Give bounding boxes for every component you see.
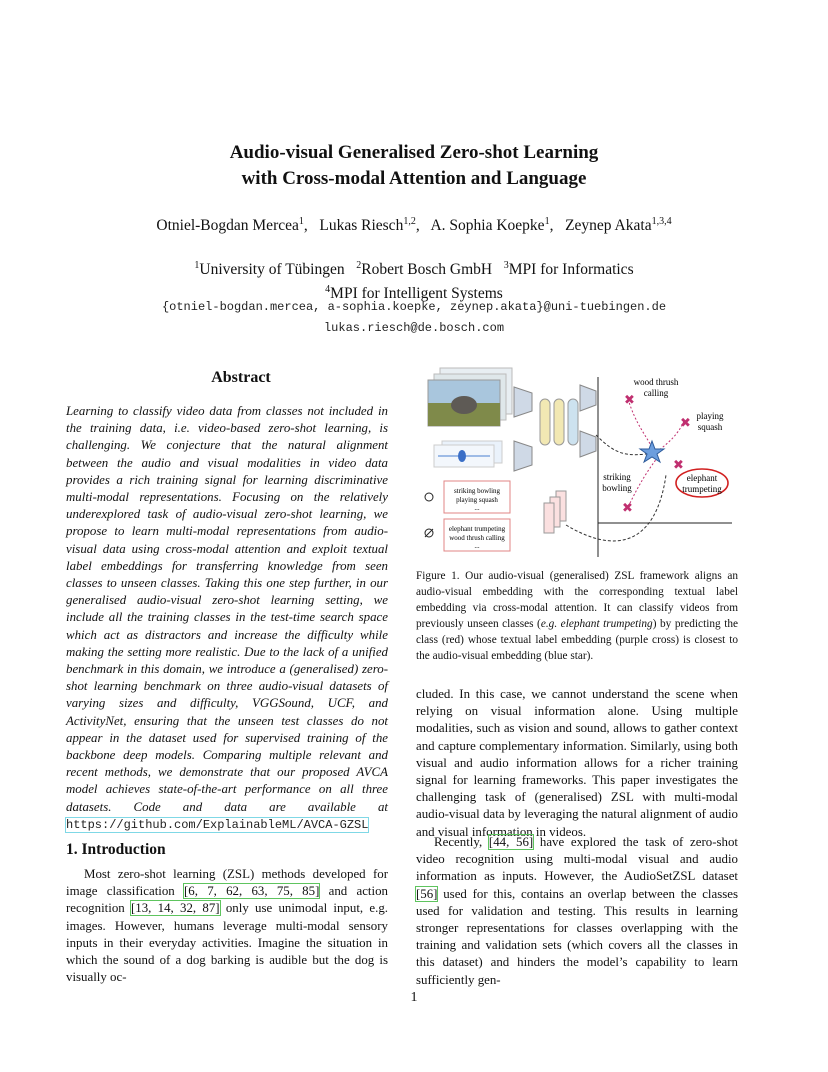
audio-visual-embedding-star (640, 441, 664, 462)
label-wood-thrush: wood thrush (633, 377, 679, 387)
abstract-body (66, 403, 388, 834)
author-list: Otniel-Bogdan Mercea$^1$, Lukas Riesch$^{1,2}$, A. Sophia Koepke$^1$, Zeynep Akata$^{1,3,4}$ (156, 216, 672, 235)
figure-diagram (416, 365, 738, 560)
label-playing-squash: playing (696, 411, 724, 421)
page-number: 1 (410, 990, 418, 1005)
svg-text:squash: squash (697, 422, 723, 432)
visual-encoder (514, 387, 532, 417)
intro-paragraph-1: Most zero-shot learning (ZSL) methods developed for image classification [6, 7, 62, 63, 75, 85] and action recognition [13, 14, 32, 87] only use unimodal input, e.g. images. However, humans leverage multi-modal sensory inputs in their everyday activities. Imagine the situation in which the sound of a dog barking is audible but the dog is visually oc- (66, 867, 388, 985)
affiliation: MPI for Informatics (508, 261, 634, 279)
svg-text:calling: calling (643, 388, 669, 398)
svg-text:playing squash: playing squash (456, 496, 498, 504)
author-name: A. Sophia Koepke (430, 217, 545, 235)
author-name: Otniel-Bogdan Mercea (156, 217, 299, 235)
label-striking-bowling: striking (603, 472, 631, 482)
email-line[interactable]: {otniel-bogdan.mercea, a-sophia.koepke, zeynep.akata}@uni-tuebingen.de (161, 300, 667, 314)
attention-block (554, 399, 564, 445)
projection-head (580, 431, 596, 457)
abstract-text: Learning to classify video data from classes not included in the training data, i.e. video-based zero-shot learning, is challenging. We conjecture that the natural alignment between the audio and visual modalities in video data provides a rich training signal for learning discriminative multi-modal representations. Focusing on the relatively underexplored task of audio-visual zero-shot learning, we propose to learn multi-modal representations from audio-visual data using cross-modal attention and exploit textual label embeddings for transferring knowledge from seen classes to unseen classes. Taking this one step further, in our generalised audio-visual zero-shot learning setting, we include all the training classes in the test-time search space which act as distractors and increase the difficulty while making the setting more realistic. Due to the lack of a unified benchmark in this domain, we introduce a (generalised) zero-shot learning benchmark on three audio-visual datasets of varying sizes and difficulty, VGGSound, UCF, and ActivityNet, ensuring that the unseen test classes do not appear in the dataset used for supervised training of the backbone deep models. Comparing multiple relevant and recent methods, we demonstrate that our proposed AVCA model achieves state-of-the-art performance on all three datasets. Code and data are available at (66, 404, 388, 814)
svg-text:wood thrush calling: wood thrush calling (449, 534, 505, 542)
figure-1 (416, 365, 738, 560)
paper-title (0, 140, 828, 192)
author-affil: 1,2 (403, 216, 416, 227)
author-affil: 1 (544, 216, 550, 227)
affiliation: MPI for Intelligent Systems (330, 285, 503, 303)
class-embedding-cross: ✖ (622, 500, 633, 515)
citation-link[interactable]: [6, 7, 62, 63, 75, 85] (184, 884, 320, 899)
class-embedding-cross: ✖ (673, 457, 684, 472)
svg-text:bowling: bowling (602, 483, 632, 493)
svg-text:elephant trumpeting: elephant trumpeting (448, 525, 506, 533)
email-block (0, 297, 828, 339)
affiliation: University of Tübingen (199, 261, 345, 279)
eye-icon (425, 493, 433, 501)
svg-text:...: ... (474, 504, 480, 512)
title-line-2: with Cross-modal Attention and Language (241, 168, 587, 189)
abstract-heading: Abstract (211, 369, 271, 386)
section-heading: 1. Introduction (66, 841, 166, 858)
intro-paragraph-1-cont: cluded. In this case, we cannot understand the scene when relying on visual information alone. Using multiple modalities, such as vision and sound, allows to gather context and capture complementary information. Similarly, using both visual and audio information allows for a richer training signal for learning frameworks. This paper investigates the challenging task of (generalised) ZSL with multi-modal audio-visual data by leveraging the natural alignment of audio and visual information in videos. (416, 687, 738, 839)
code-link[interactable]: https://github.com/ExplainableML/AVCA-GZSL (66, 817, 369, 832)
projection-head (580, 385, 596, 411)
label-elephant-trumpeting: elephant (686, 473, 718, 483)
class-embedding-cross: ✖ (624, 392, 635, 407)
intro-paragraph-2: Recently, [44, 56] have explored the task of zero-shot video recognition using multi-modal visual and audio information as inputs. However, the AudioSetZSL dataset [56] used for this, contains an overlap between the classes used for validation and testing. This results in learning stronger representations for classes overlapping with the training and validation sets (which covers all the classes in this dataset) and hinders the model’s capability to learn sufficiently gen- (416, 835, 738, 987)
author-name: Zeynep Akata (565, 217, 652, 235)
attention-block (540, 399, 550, 445)
svg-text:trumpeting: trumpeting (682, 484, 722, 494)
svg-text:...: ... (474, 542, 480, 550)
author-affil: 1,3,4 (651, 216, 672, 227)
text-encoder (544, 503, 554, 533)
citation-link[interactable]: [56] (416, 886, 438, 901)
figure-caption: Figure 1. Our audio-visual (generalised) ZSL framework aligns an audio-visual embedding with the corresponding textual label embedding via cross-modal attention. It can classify videos from previously unseen classes (e.g. elephant trumpeting) by predicting the class (red) whose textual label embedding (purple cross) is closest to the audio-visual embedding (blue star). (416, 570, 738, 662)
citation-link[interactable]: [13, 14, 32, 87] (130, 901, 220, 916)
citation-link[interactable]: [44, 56] (488, 835, 534, 849)
author-affil: 1 (298, 216, 304, 227)
affiliations: $^1$University of Tübingen $^2$Robert Bosch GmbH $^3$MPI for Informatics $^4$MPI for Intelligent Systems (194, 260, 634, 303)
waveform-peak (458, 450, 466, 462)
author-name: Lukas Riesch (319, 217, 404, 235)
svg-text:striking bowling: striking bowling (453, 487, 501, 495)
email-line[interactable]: lukas.riesch@de.bosch.com (323, 321, 505, 335)
audio-encoder (514, 441, 532, 471)
attention-block (568, 399, 578, 445)
class-embedding-cross: ✖ (680, 415, 691, 430)
affiliation: Robert Bosch GmbH (361, 261, 493, 279)
elephant-image (451, 396, 477, 414)
title-line-1: Audio-visual Generalised Zero-shot Learning (229, 142, 599, 163)
